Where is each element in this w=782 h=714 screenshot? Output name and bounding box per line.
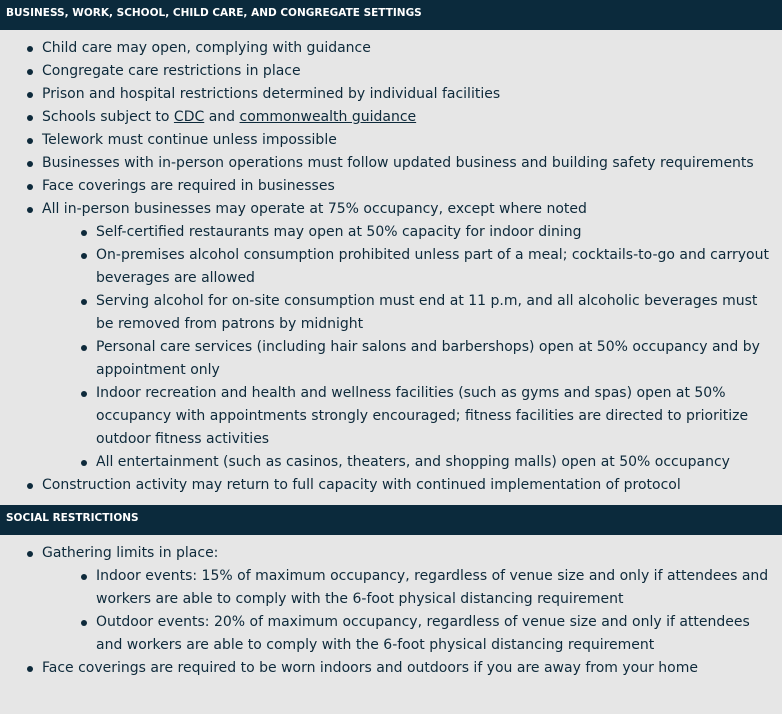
section-body-social [0, 535, 782, 688]
bullet-icon [81, 460, 87, 466]
list-item: Construction activity may return to full capacity with continued implementation of protocol [0, 474, 782, 497]
commonwealth-guidance-link[interactable]: commonwealth guidance [239, 109, 417, 125]
sublist-item: Self-certified restaurants may open at 50% capacity for indoor dining [42, 221, 780, 244]
bullet-icon [27, 483, 33, 489]
section-header-business: BUSINESS, WORK, SCHOOL, CHILD CARE, AND CONGREGATE SETTINGS [0, 0, 782, 30]
list-item: Prison and hospital restrictions determined by individual facilities [0, 83, 782, 106]
social-list [0, 542, 782, 680]
bullet-icon [27, 138, 33, 144]
schools-middle: and [204, 109, 240, 125]
bullet-icon [27, 207, 33, 213]
list-item: Face coverings are required in businesses [0, 175, 782, 198]
sublist-item: Indoor recreation and health and wellness facilities (such as gyms and spas) open at 50% occupancy with appointments strongly encouraged; fitness facilities are directed to prioritize outdoor fitness activities [42, 382, 780, 451]
cdc-link[interactable]: CDC [173, 109, 205, 125]
list-item: Businesses with in-person operations must follow updated business and building safety requirements [0, 152, 782, 175]
social-sublist [42, 565, 780, 657]
list-item: Telework must continue unless impossible [0, 129, 782, 152]
bullet-icon [81, 345, 87, 351]
bullet-icon [81, 230, 87, 236]
list-item: Face coverings are required to be worn indoors and outdoors if you are away from your home [0, 657, 782, 680]
bullet-icon [81, 299, 87, 305]
section-header-social: SOCIAL RESTRICTIONS [0, 505, 782, 535]
sublist-item: Personal care services (including hair salons and barbershops) open at 50% occupancy and by appointment only [42, 336, 780, 382]
list-item: Congregate care restrictions in place [0, 60, 782, 83]
sublist-item: All entertainment (such as casinos, theaters, and shopping malls) open at 50% occupancy [42, 451, 780, 474]
business-sublist [42, 221, 780, 474]
sublist-item: Outdoor events: 20% of maximum occupancy, regardless of venue size and only if attendees and workers are able to comply with the 6-foot physical distancing requirement [42, 611, 780, 657]
bullet-icon [27, 666, 33, 672]
bullet-icon [27, 551, 33, 557]
bullet-icon [81, 620, 87, 626]
bullet-icon [81, 253, 87, 259]
bullet-icon [27, 69, 33, 75]
bullet-icon [27, 161, 33, 167]
section-body-business [0, 30, 782, 505]
bullet-icon [27, 115, 33, 121]
sublist-item: Serving alcohol for on-site consumption must end at 11 p.m, and all alcoholic beverages must be removed from patrons by midnight [42, 290, 780, 336]
bullet-icon [27, 46, 33, 52]
bullet-icon [81, 391, 87, 397]
business-list [0, 37, 782, 497]
list-item: Gathering limits in place: Indoor events: 15% of maximum occupancy, regardless of venue size and only if attendees and workers are able to comply with the 6-foot physical distancing requirement Outdoor events: 20% of maximum occupancy, regardless of venue size and only if attendees and workers are able to comply with the 6-foot physical distancing requirement [0, 542, 782, 657]
sublist-item: Indoor events: 15% of maximum occupancy, regardless of venue size and only if attendees and workers are able to comply with the 6-foot physical distancing requirement [42, 565, 780, 611]
sublist-item: On-premises alcohol consumption prohibited unless part of a meal; cocktails-to-go and carryout beverages are allowed [42, 244, 780, 290]
schools-prefix: Schools subject to [42, 109, 174, 125]
bullet-icon [27, 184, 33, 190]
list-item [0, 106, 782, 129]
list-item: Child care may open, complying with guidance [0, 37, 782, 60]
list-item: All in-person businesses may operate at 75% occupancy, except where noted Self-certified restaurants may open at 50% capacity for indoor dining On-premises alcohol consumption prohibited unless part of a meal; cocktails-to-go and carryout beverages are allowed Serving alcohol for on-site consumption must end at 11 p.m, and all alcoholic beverages must be removed from patrons by midnight Personal care services (including hair salons and barbershops) open at 50% occupancy and by appointment only Indoor recreation and health and wellness facilities (such as gyms and spas) open at 50% occupancy with appointments strongly encouraged; fitness facilities are directed to prioritize outdoor fitness activities All entertainment (such as casinos, theaters, and shopping malls) open at 50% occupancy [0, 198, 782, 474]
bullet-icon [81, 574, 87, 580]
bullet-icon [27, 92, 33, 98]
